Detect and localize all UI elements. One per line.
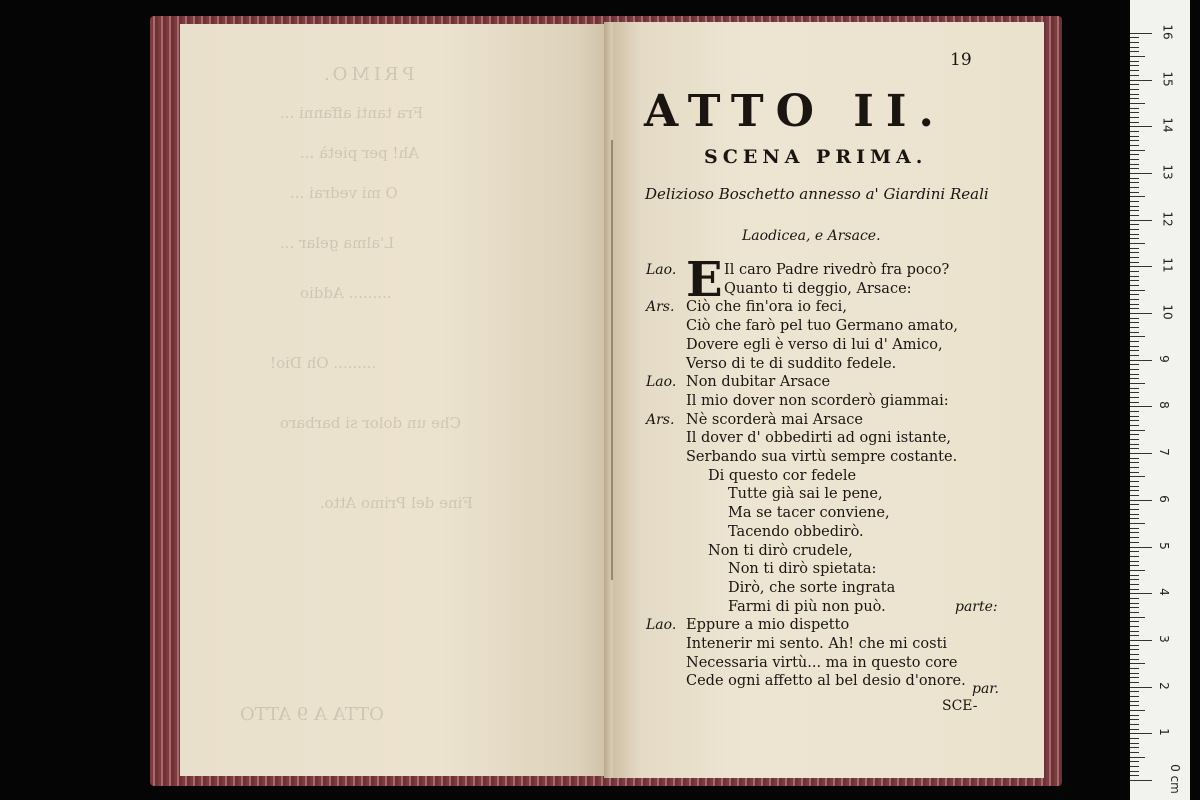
ruler-number: 12 [1160, 210, 1175, 227]
speaker-label: Lao. [646, 617, 677, 634]
ruler-tick [1130, 276, 1139, 277]
ruler-tick [1130, 579, 1139, 580]
verse-line: Tutte già sai le pene, [728, 486, 883, 503]
ruler-tick [1130, 537, 1139, 538]
ruler-number: 2 [1156, 681, 1171, 690]
ruler-tick [1130, 290, 1145, 291]
ruler-tick [1130, 388, 1139, 389]
ruler-tick [1130, 603, 1139, 604]
ruler-tick [1130, 715, 1139, 716]
ruler-tick [1130, 238, 1139, 239]
ruler-tick [1130, 313, 1152, 314]
verse-line: Dirò, che sorte ingrata [728, 579, 896, 596]
ruler-tick [1130, 565, 1139, 566]
speaker-label: Ars. [646, 299, 675, 316]
ruler-tick [1130, 575, 1139, 576]
ruler-tick [1130, 649, 1139, 650]
ruler-tick [1130, 299, 1139, 300]
ruler-tick [1130, 159, 1139, 160]
ruler-tick [1130, 154, 1139, 155]
ruler-tick [1130, 322, 1139, 323]
ruler-tick [1130, 318, 1139, 319]
ruler-tick [1130, 98, 1139, 99]
bleed-through-text: L'alma gelar ... [280, 234, 395, 252]
ruler-number: 7 [1156, 448, 1171, 456]
verse-line: Intenerir mi sento. Ah! che mi costi [686, 636, 948, 652]
ruler-tick [1130, 220, 1152, 221]
ruler-tick [1130, 425, 1139, 426]
ruler-tick [1130, 126, 1152, 127]
ruler-tick [1130, 94, 1139, 95]
ruler-tick [1130, 738, 1139, 739]
ruler-tick [1130, 136, 1139, 137]
ruler-tick [1130, 640, 1152, 641]
ruler-tick [1130, 257, 1139, 258]
ruler-tick [1130, 37, 1139, 38]
ruler-tick [1130, 182, 1139, 183]
ruler-tick [1130, 561, 1139, 562]
left-page [180, 24, 612, 776]
ruler-number: 9 [1156, 354, 1171, 363]
ruler-tick [1130, 668, 1139, 669]
verse-line: Non dubitar Arsace [686, 374, 831, 391]
bleed-through-text: PRIMO. [320, 64, 415, 85]
verse-line: Quanto ti deggio, Arsace: [724, 280, 912, 297]
ruler-tick [1130, 168, 1139, 169]
ruler-tick [1130, 234, 1139, 235]
ruler-tick [1130, 771, 1139, 772]
ruler-number: 5 [1156, 541, 1171, 550]
ruler-tick [1130, 528, 1139, 529]
ruler-number: 1 [1156, 728, 1171, 737]
bleed-through-text: Ah! per pietà ... [300, 144, 420, 162]
ruler-tick [1130, 378, 1139, 379]
verse-line: Non ti dirò spietata: [728, 561, 877, 578]
ruler-tick [1130, 766, 1139, 767]
verse-line: Ciò che farò pel tuo Germano amato, [686, 318, 958, 335]
ruler-tick [1130, 206, 1139, 207]
ruler-tick [1130, 467, 1139, 468]
ruler-tick [1130, 729, 1139, 730]
ruler-tick [1130, 612, 1139, 613]
verse-line: Farmi di più non può. [728, 598, 886, 615]
ruler-number: 13 [1160, 164, 1175, 180]
ruler-tick [1130, 392, 1139, 393]
speaker-label: Ars. [646, 411, 675, 428]
ruler-tick [1130, 140, 1139, 141]
verse-line: Tacendo obbedirò. [728, 523, 864, 540]
ruler-tick [1130, 617, 1145, 618]
verse-line: Il caro Padre rivedrò fra poco? [724, 262, 950, 278]
ruler-tick [1130, 570, 1145, 571]
ruler-tick [1130, 201, 1139, 202]
ruler-tick [1130, 696, 1139, 697]
ruler-tick [1130, 472, 1139, 473]
ruler-tick [1130, 229, 1139, 230]
ruler-tick [1130, 752, 1139, 753]
ruler-tick [1130, 631, 1139, 632]
ruler-tick [1130, 780, 1152, 781]
ruler-tick [1130, 56, 1145, 57]
ruler-tick [1130, 224, 1139, 225]
ruler-tick [1130, 397, 1139, 398]
bleed-through-text: Fra tanti affanni ... [280, 104, 424, 122]
ruler-tick [1130, 266, 1152, 267]
ruler-tick [1130, 547, 1152, 548]
ruler-tick [1130, 691, 1139, 692]
ruler-tick [1130, 369, 1139, 370]
ruler-tick [1130, 509, 1139, 510]
ruler-tick [1130, 327, 1139, 328]
ruler-tick [1130, 532, 1139, 533]
ruler-number: 6 [1156, 494, 1171, 503]
ruler-tick [1130, 416, 1139, 417]
ruler-tick [1130, 294, 1139, 295]
ruler-tick [1130, 308, 1139, 309]
drop-capital: E [686, 252, 723, 308]
ruler-tick [1130, 495, 1139, 496]
verse-line: Di questo cor fedele [708, 467, 857, 484]
scene-title: SCENA PRIMA. [704, 146, 928, 168]
ruler-tick [1130, 705, 1139, 706]
ruler-number: 11 [1160, 257, 1175, 273]
ruler-tick [1130, 523, 1145, 524]
ruler-number: 14 [1160, 117, 1175, 133]
ruler-tick [1130, 453, 1152, 454]
ruler-tick [1130, 215, 1139, 216]
ruler-tick [1130, 635, 1139, 636]
ruler-tick [1130, 80, 1152, 81]
ruler-tick [1130, 112, 1139, 113]
ruler-tick [1130, 659, 1139, 660]
speaker-label: Lao. [646, 374, 677, 391]
ruler-tick [1130, 719, 1139, 720]
bleed-through-text: Che un dolor si barbaro [280, 414, 461, 432]
ruler-tick [1130, 150, 1145, 151]
ruler-tick [1130, 131, 1139, 132]
ruler-tick [1130, 65, 1139, 66]
ruler-tick [1130, 439, 1139, 440]
ruler-tick [1130, 355, 1139, 356]
stage-direction: parte: [955, 599, 998, 615]
ruler-tick [1130, 593, 1152, 594]
ruler-tick [1130, 346, 1139, 347]
binding-thread [611, 140, 613, 580]
verse-line: Serbando sua virtù sempre costante. [686, 449, 958, 465]
ruler-tick [1130, 89, 1139, 90]
ruler-tick [1130, 663, 1145, 664]
ruler-tick [1130, 61, 1139, 62]
verse-line: Il mio dover non scorderò giammai: [686, 392, 949, 409]
page-number: 19 [950, 50, 972, 70]
ruler-tick [1130, 476, 1145, 477]
ruler-tick [1130, 743, 1139, 744]
ruler-tick [1130, 621, 1139, 622]
ruler-tick [1130, 500, 1152, 501]
ruler-tick [1130, 164, 1139, 165]
bleed-through-text: O mi vedrai ... [290, 184, 398, 202]
ruler-tick [1130, 117, 1139, 118]
ruler-tick [1130, 687, 1152, 688]
ruler-tick [1130, 607, 1139, 608]
verse-line: Nè scorderà mai Arsace [686, 411, 863, 428]
verse-line: Ciò che fin'ora io feci, [686, 299, 847, 316]
verse-line: Cede ogni affetto al bel desio d'onore. [686, 673, 966, 690]
ruler-tick [1130, 701, 1139, 702]
ruler-tick [1130, 122, 1139, 123]
ruler-tick [1130, 710, 1145, 711]
ruler-tick [1130, 514, 1139, 515]
ruler-tick [1130, 304, 1139, 305]
ruler-tick [1130, 196, 1145, 197]
ruler-tick [1130, 84, 1139, 85]
ruler-number: 4 [1156, 588, 1171, 597]
bleed-through-text: OTTA A 9 ATTO [240, 704, 384, 725]
speaker-label: Lao. [646, 262, 677, 278]
ruler-tick [1130, 584, 1139, 585]
ruler-tick [1130, 673, 1139, 674]
ruler-tick [1130, 626, 1139, 627]
ruler-tick [1130, 178, 1139, 179]
bleed-through-text: ......... Oh Dio! [270, 354, 377, 372]
ruler-number: 15 [1160, 70, 1175, 87]
ruler-tick [1130, 406, 1152, 407]
ruler-tick [1130, 504, 1139, 505]
ruler-tick [1130, 518, 1139, 519]
ruler-tick [1130, 248, 1139, 249]
ruler-tick [1130, 589, 1139, 590]
ruler-tick [1130, 556, 1139, 557]
verse-line: Il dover d' obbedirti ad ogni istante, [686, 430, 952, 447]
ruler-tick [1130, 70, 1139, 71]
ruler-tick [1130, 654, 1139, 655]
ruler-tick [1130, 430, 1145, 431]
ruler-tick [1130, 481, 1139, 482]
ruler-tick [1130, 33, 1152, 34]
ruler-tick [1130, 775, 1139, 776]
ruler-tick [1130, 542, 1139, 543]
ruler-tick [1130, 341, 1139, 342]
ruler-tick [1130, 103, 1145, 104]
ruler-tick [1130, 108, 1139, 109]
characters-line: Laodicea, e Arsace. [742, 228, 881, 244]
ruler-tick [1130, 360, 1152, 361]
ruler-tick [1130, 551, 1139, 552]
ruler-tick [1130, 383, 1145, 384]
verse-line: Dovere egli è verso di lui d' Amico, [686, 336, 943, 353]
bleed-through-text: ......... Addio [300, 284, 392, 302]
ruler-tick [1130, 434, 1139, 435]
verse-line: Eppure a mio dispetto [686, 617, 850, 634]
ruler-tick [1130, 51, 1139, 52]
ruler-tick [1130, 411, 1139, 412]
ruler-tick [1130, 187, 1139, 188]
verse-line: Necessaria virtù... ma in questo core [686, 654, 958, 671]
ruler-tick [1130, 747, 1139, 748]
ruler-tick [1130, 332, 1139, 333]
ruler-tick [1130, 336, 1145, 337]
ruler-tick [1130, 448, 1139, 449]
act-title: ATTO II. [644, 86, 946, 137]
ruler-tick [1130, 252, 1139, 253]
ruler-tick [1130, 374, 1139, 375]
ruler-tick [1130, 285, 1139, 286]
ruler-tick [1130, 350, 1139, 351]
ruler-number: 8 [1156, 401, 1171, 410]
ruler-number: 16 [1160, 24, 1175, 40]
ruler-tick [1130, 682, 1139, 683]
ruler-tick [1130, 490, 1139, 491]
ruler-tick [1130, 145, 1139, 146]
ruler-tick [1130, 486, 1139, 487]
stage-direction: par. [972, 681, 999, 697]
ruler-tick [1130, 757, 1145, 758]
ruler-tick [1130, 280, 1139, 281]
ruler-tick [1130, 458, 1139, 459]
ruler-number: 0 cm [1167, 764, 1182, 794]
ruler-tick [1130, 733, 1152, 734]
ruler-tick [1130, 173, 1152, 174]
ruler-tick [1130, 444, 1139, 445]
ruler-tick [1130, 462, 1139, 463]
ruler-tick [1130, 210, 1139, 211]
ruler-tick [1130, 402, 1139, 403]
catchword: SCE- [942, 698, 978, 714]
ruler-tick [1130, 75, 1139, 76]
ruler-tick [1130, 42, 1139, 43]
ruler-tick [1130, 364, 1139, 365]
ruler-number: 3 [1156, 635, 1171, 643]
ruler-tick [1130, 598, 1139, 599]
ruler-tick [1130, 192, 1139, 193]
ruler-tick [1130, 645, 1139, 646]
ruler-tick [1130, 420, 1139, 421]
verse-line: Ma se tacer conviene, [728, 505, 890, 522]
ruler-tick [1130, 271, 1139, 272]
ruler-tick [1130, 47, 1139, 48]
scene-setting: Delizioso Boschetto annesso a' Giardini Reali [645, 185, 989, 203]
verse-line: Verso di te di suddito fedele. [686, 355, 897, 372]
ruler-tick [1130, 262, 1139, 263]
ruler-tick [1130, 243, 1145, 244]
bleed-through-text: Fine del Primo Atto. [320, 494, 473, 512]
ruler-number: 10 [1160, 304, 1175, 320]
ruler-tick [1130, 761, 1139, 762]
ruler-tick [1130, 677, 1139, 678]
ruler-tick [1130, 724, 1139, 725]
verse-line: Non ti dirò crudele, [708, 542, 853, 559]
